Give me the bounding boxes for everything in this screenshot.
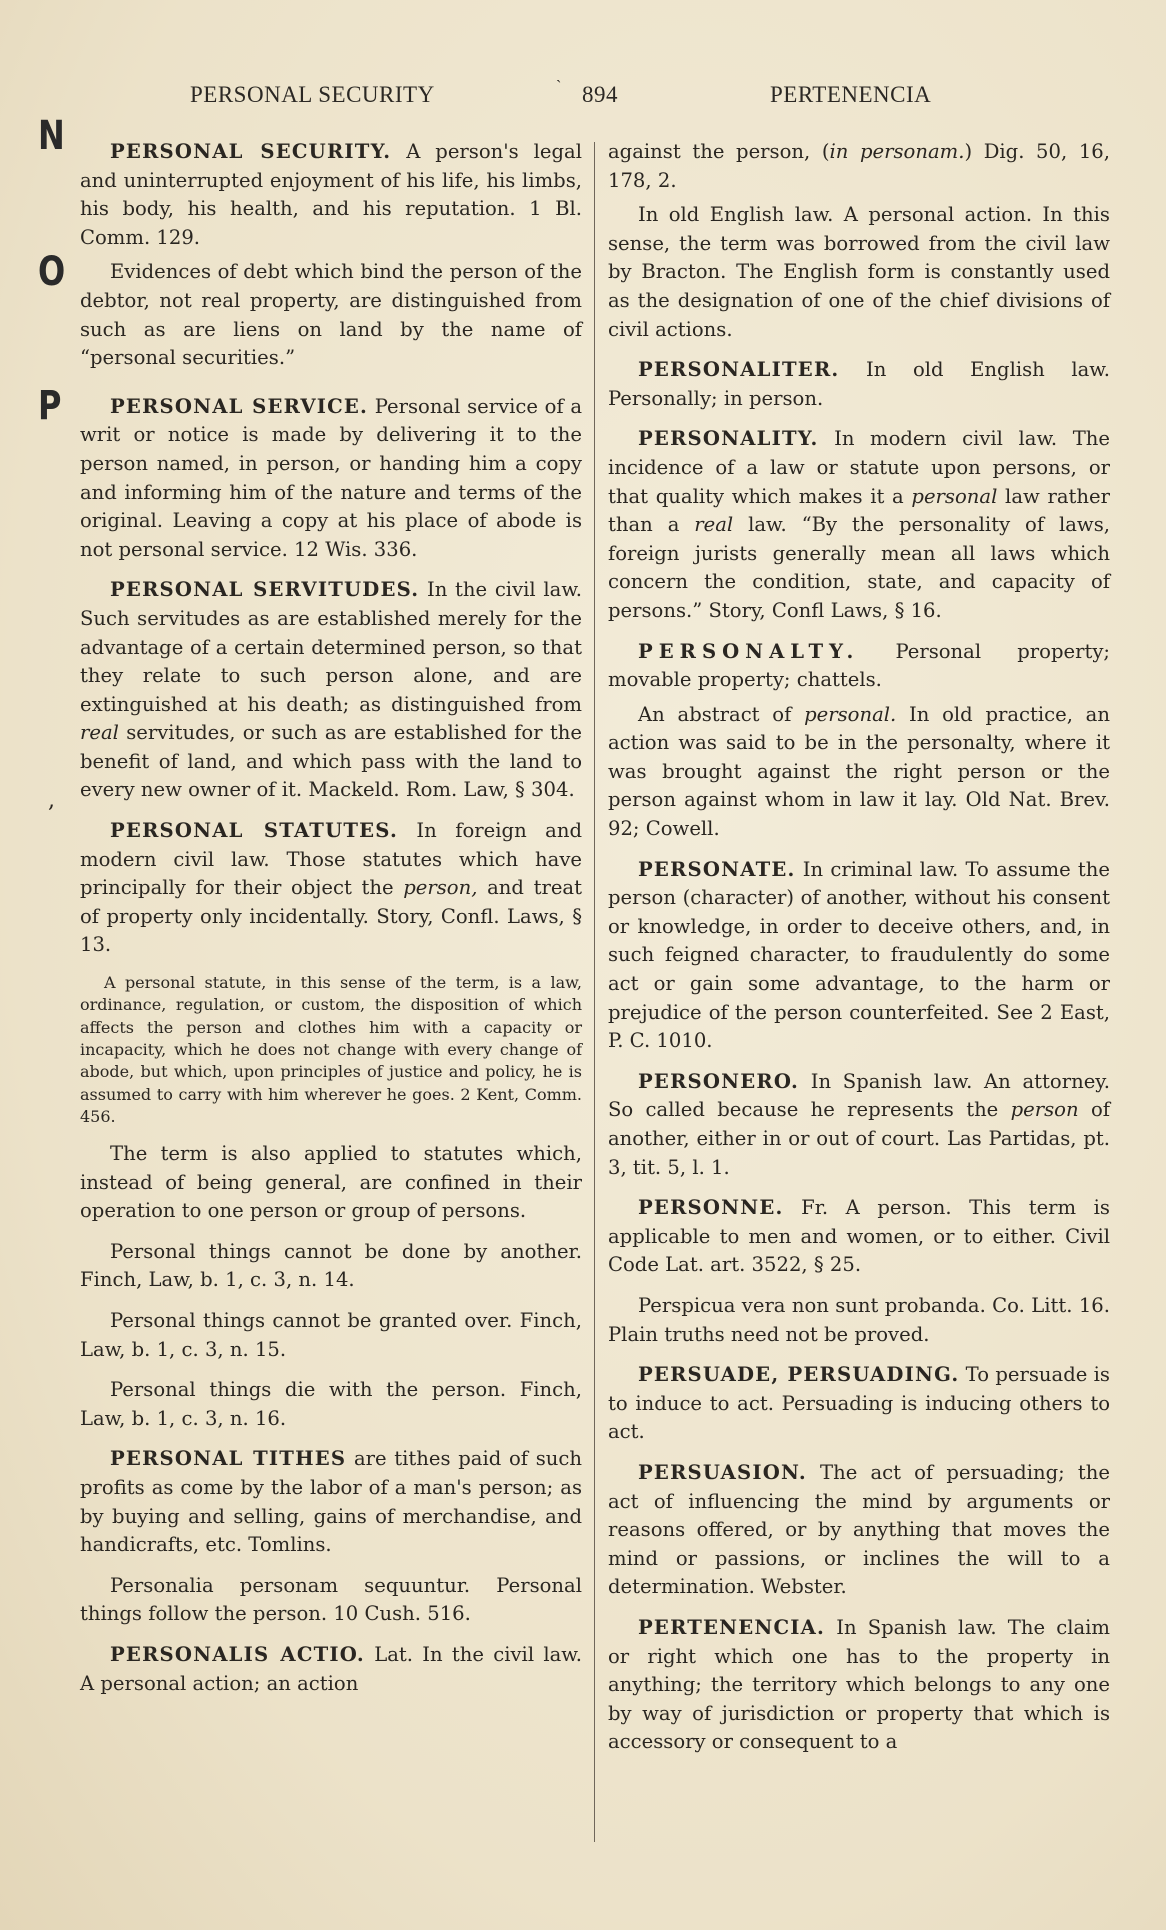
entry-text: and treat of property only incidentally. Story, Confl. Laws, § 13.	[80, 876, 582, 957]
entry-text: servitudes, or such as are established for the benefit of land, and which pass with the land to every new owner of it. Mackeld. Rom. Law, § 304.	[80, 721, 582, 802]
entry-text: are tithes paid of such profits as come by the labor of a man's person; as by buying and selling, gains of merchandise, and handicrafts, etc. Tomlins.	[80, 1447, 582, 1557]
right-column	[608, 138, 1110, 1769]
thumb-index-letter-n: N	[38, 111, 65, 159]
entry-personalty	[608, 638, 1110, 695]
entry-text: against the person, (	[608, 140, 830, 163]
entry-italic: person	[1010, 1098, 1079, 1122]
entry-text: Fr. A person. This term is applicable to men and women, or to either. Civil Code Lat. art. 3522, § 25.	[608, 1196, 1110, 1277]
entry-personality	[608, 425, 1110, 625]
entry-italic: in personam.	[829, 140, 965, 163]
entry-personalis-actio	[80, 1641, 582, 1698]
header-left-term: PERSONAL SECURITY	[190, 82, 435, 107]
entry-text: Personal service of a writ or notice is made by delivering it to the person named, in person, or handing him a copy and informing him of the nature and terms of the original. Leaving a copy at his place of abode is not personal service. 12 Wis. 336.	[80, 394, 583, 561]
entry-italic: real	[694, 513, 734, 537]
entry-paragraph: The term is also applied to statutes which, instead of being general, are confined in their operation to one person or group of persons.	[80, 1142, 582, 1223]
entry-text: In criminal law. To assume the person (character) of another, without his consent or knowledge, in order to deceive others, and, in such feigned character, to fraudulently do some act or gain some advantage, to the harm or prejudice of the person counterfeited. See 2 East, P. C. 1010.	[608, 857, 1110, 1053]
entry-headword: PERTENENCIA.	[638, 1615, 826, 1639]
entry-text: The act of persuading; the act of influencing the mind by arguments or reasons offered, or by anything that moves the mind or passions, or inclines the will to a determination. Webster.	[608, 1460, 1110, 1599]
entry-text: ) Dig. 50, 16, 178, 2.	[608, 140, 1110, 192]
entry-headword: PERSONAL STATUTES.	[110, 819, 398, 843]
entry-personate	[608, 856, 1110, 1056]
entry-headword: PERSONAL SERVICE.	[110, 394, 369, 418]
running-header	[0, 78, 1166, 122]
entry-text: In old practice, an action was said to be in the personalty, where it was brought against the right person or the person against whom in law it lay. Old Nat. Brev. 92; Cowell.	[608, 702, 1110, 841]
thumb-index-letter-p: P	[38, 381, 62, 429]
entry-text: In modern civil law. The incidence of a law or statute upon persons, or that quality which makes it a	[608, 427, 1110, 508]
entry-text: To persuade is to induce to act. Persuading is inducing others to act.	[608, 1363, 1110, 1444]
entry-headword: PERSONAL TITHES	[110, 1447, 347, 1471]
entry-persuasion	[608, 1459, 1110, 1602]
entry-headword: PERSONALIS ACTIO.	[110, 1643, 365, 1667]
entry-headword: PERSONATE.	[638, 857, 796, 881]
entry-headword: PERSONERO.	[638, 1069, 800, 1093]
entry-text: Personal property; movable property; chattels.	[608, 639, 1110, 692]
page-number: 894	[582, 82, 618, 107]
entry-headword: PERSUADE, PERSUADING.	[638, 1363, 960, 1387]
entry-text: In Spanish law. An attorney. So called because he represents the	[608, 1069, 1110, 1122]
header-right-term: PERTENENCIA	[770, 82, 932, 107]
entry-text: Lat. In the civil law. A personal action; an action	[80, 1643, 582, 1695]
entry-personal-security	[80, 138, 582, 252]
entry-text: In Spanish law. The claim or right which one has to the property in anything; the territory which belongs to any one by way of jurisdiction or property that which is accessory or consequent to a	[608, 1615, 1110, 1754]
entry-text: In foreign and modern civil law. Those statutes which have principally for their object the	[80, 819, 582, 900]
entry-headword: PERSONALTY.	[638, 639, 860, 663]
entry-italic: person,	[403, 876, 478, 900]
entry-paragraph: In old English law. A personal action. In this sense, the term was borrowed from the civil law by Bracton. The English form is constantly used as the designation of one of the chief divisions of civil actions.	[608, 203, 1110, 341]
entry-personal-tithes	[80, 1445, 582, 1559]
column-divider	[594, 142, 595, 1842]
maxim-entry: Personalia personam sequuntur. Personal things follow the person. 10 Cush. 516.	[80, 1573, 582, 1626]
entry-text: A person's legal and uninterrupted enjoyment of his life, his limbs, his body, his health, and his reputation. 1 Bl. Comm. 129.	[80, 140, 582, 249]
stray-mark: ,	[48, 788, 55, 813]
entry-quotation: A personal statute, in this sense of the term, is a law, ordinance, regulation, or custom, the disposition of which affects the person and clothes him with a capacity or incapacity, which he does not change with every change of abode, but which, upon principles of justice and policy, he is assumed to carry with him wherever he goes. 2 Kent, Comm. 456.	[80, 973, 582, 1126]
header-mark: `	[556, 78, 562, 95]
entry-italic: real	[80, 721, 119, 745]
maxim-entry: Personal things cannot be done by another. Finch, Law, b. 1, c. 3, n. 14.	[80, 1239, 582, 1292]
maxim-entry: Personal things die with the person. Finch, Law, b. 1, c. 3, n. 16.	[80, 1378, 582, 1430]
entry-personaliter	[608, 356, 1110, 413]
entry-headword: PERSONALITER.	[638, 358, 840, 382]
entry-text: law rather than a	[608, 484, 1110, 537]
entry-headword: PERSONAL SECURITY.	[110, 140, 392, 163]
entry-personero	[608, 1068, 1110, 1182]
entry-headword: PERSUASION.	[638, 1460, 807, 1484]
entry-text: In old English law. Personally; in person.	[608, 358, 1110, 410]
entry-italic: personal	[911, 484, 998, 508]
maxim-entry: Personal things cannot be granted over. Finch, Law, b. 1, c. 3, n. 15.	[80, 1309, 582, 1361]
entry-text: of another, either in or out of court. Las Partidas, pt. 3, tit. 5, l. 1.	[608, 1098, 1110, 1179]
maxim-entry: Perspicua vera non sunt probanda. Co. Litt. 16. Plain truths need not be proved.	[608, 1293, 1110, 1346]
entry-persuade	[608, 1361, 1110, 1447]
entry-italic: personal.	[804, 702, 897, 726]
entry-headword: PERSONALITY.	[638, 427, 819, 451]
entry-continuation	[608, 138, 1110, 195]
thumb-index-letter-o: O	[38, 247, 66, 295]
entry-personne	[608, 1194, 1110, 1280]
entry-personal-servitudes	[80, 576, 582, 805]
entry-paragraph	[608, 701, 1110, 844]
entry-headword: PERSONAL SERVITUDES.	[110, 578, 420, 602]
entry-personal-statutes	[80, 817, 582, 960]
left-column	[80, 138, 582, 1710]
entry-text: law. “By the personality of laws, foreign jurists generally mean all laws which concern the condition, state, and capacity of persons.” Story, Confl Laws, § 16.	[608, 513, 1110, 622]
entry-paragraph: Evidences of debt which bind the person of the debtor, not real property, are distinguished from such as are liens on land by the name of “personal securities.”	[80, 260, 582, 370]
entry-personal-service	[80, 393, 582, 565]
entry-pertenencia	[608, 1614, 1110, 1757]
entry-text: In the civil law. Such servitudes as are established merely for the advantage of a certain determined person, so that they relate to such person alone, and are extinguished at his death; as distinguished from	[80, 578, 582, 716]
entry-text: An abstract of	[638, 702, 805, 726]
entry-headword: PERSONNE.	[638, 1196, 784, 1220]
